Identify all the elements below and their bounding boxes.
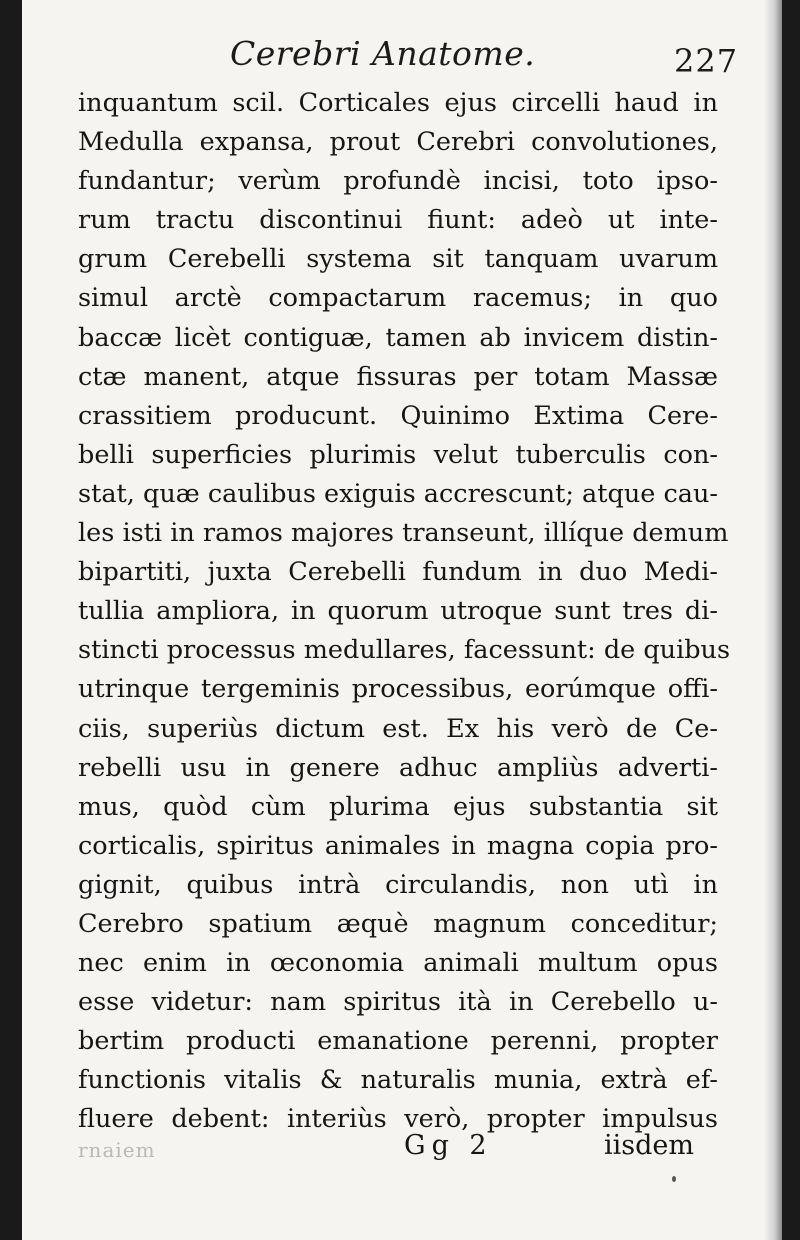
text-line: grum Cerebelli systema sit tanquam uvarum bbox=[78, 244, 718, 275]
text-line: stat, quæ caulibus exiguis accrescunt; atque cau- bbox=[78, 478, 718, 509]
text-line: esse videtur: nam spiritus ità in Cerebello u- bbox=[78, 987, 718, 1018]
text-line: tullia ampliora, in quorum utroque sunt tres di- bbox=[78, 596, 718, 627]
text-line: ciis, superiùs dictum est. Ex his verò de Ce- bbox=[78, 713, 718, 744]
ink-speck bbox=[672, 1176, 676, 1182]
text-line: crassitiem producunt. Quinimo Extima Cere- bbox=[78, 400, 718, 431]
text-line: stincti processus medullares, facessunt: de quibus bbox=[78, 635, 731, 666]
catchword: iisdem bbox=[604, 1130, 694, 1161]
signature-mark: Gg 2 bbox=[404, 1130, 493, 1161]
text-line: baccæ licèt contiguæ, tamen ab invicem distin- bbox=[78, 322, 718, 353]
text-line: simul arctè compactarum racemus; in quo bbox=[78, 283, 718, 314]
text-line: Medulla expansa, prout Cerebri convolutiones, bbox=[78, 127, 718, 158]
text-line: fluere debent: interiùs verò, propter impulsus bbox=[78, 1104, 718, 1135]
text-line: rebelli usu in genere adhuc ampliùs adverti- bbox=[78, 752, 718, 783]
text-line: bipartiti, juxta Cerebelli fundum in duo Medi- bbox=[78, 557, 718, 588]
text-line: functionis vitalis & naturalis munia, extrà ef- bbox=[78, 1065, 718, 1096]
page-footer bbox=[22, 1128, 782, 1172]
body-text bbox=[78, 84, 731, 1140]
book-page bbox=[22, 0, 782, 1240]
text-line: les isti in ramos majores transeunt, illíque demum bbox=[78, 518, 729, 549]
text-line: bertim producti emanatione perenni, propter bbox=[78, 1026, 718, 1057]
text-line: corticalis, spiritus animales in magna copia pro- bbox=[78, 830, 718, 861]
text-line: nec enim in œconomia animali multum opus bbox=[78, 948, 718, 979]
bleed-through-text: rnaiem bbox=[78, 1138, 156, 1162]
running-head: Cerebri Anatome. bbox=[230, 34, 536, 73]
text-line: belli superficies plurimis velut tuberculis con- bbox=[78, 439, 718, 470]
page-edge-shadow bbox=[764, 0, 782, 1240]
page-header bbox=[22, 32, 782, 82]
text-line: gignit, quibus intrà circulandis, non utì in bbox=[78, 869, 718, 900]
text-line: Cerebro spatium æquè magnum conceditur; bbox=[78, 908, 718, 939]
text-line: inquantum scil. Corticales ejus circelli haud in bbox=[78, 88, 718, 118]
text-line: ctæ manent, atque fissuras per totam Massæ bbox=[78, 361, 718, 392]
text-line: mus, quòd cùm plurima ejus substantia sit bbox=[78, 791, 718, 822]
text-line: rum tractu discontinui fiunt: adeò ut inte- bbox=[78, 205, 718, 236]
text-line: utrinque tergeminis processibus, eorúmque offi- bbox=[78, 674, 718, 705]
text-line: fundantur; verùm profundè incisi, toto ipso- bbox=[78, 166, 718, 197]
page-number: 227 bbox=[674, 42, 739, 80]
